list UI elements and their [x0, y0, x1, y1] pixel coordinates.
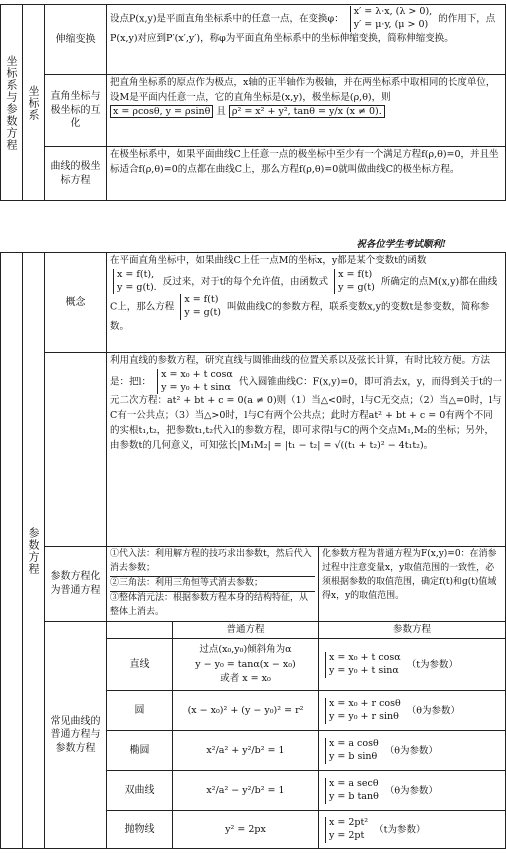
row-label-conversion-to-common: 参数方程化为普通方程: [45, 547, 107, 622]
line-param-brace: [325, 652, 401, 678]
concept-formula-1: [113, 269, 157, 295]
line-param-1: x = x₀ + t cosα: [329, 652, 401, 664]
curve-name-hyperbola: 双曲线: [107, 771, 173, 811]
curve-name-line: 直线: [107, 639, 173, 691]
parabola-param-brace: [325, 817, 368, 843]
row-label-concept: 概念: [45, 253, 107, 353]
line-common-1: 过点(x₀,y₀)倾斜角为α: [199, 643, 292, 655]
concept-formula-3: [180, 294, 221, 320]
row-label-common-curves: 常见曲线的普通方程与参数方程: [45, 621, 107, 849]
scaling-text-2: 的作用下，点P(x,y)对应到P′(x′,y′)，称φ为平面直角坐标系中的坐标伸缩变换，简称伸缩变换。: [110, 13, 496, 44]
common-eq-ellipse: x²/a² + y²/b² = 1: [173, 731, 319, 771]
good-luck-note: 祝各位学生考试顺利!: [356, 239, 446, 250]
parabola-param-2: y = 2pt: [329, 829, 365, 841]
common-eq-line: [173, 639, 319, 691]
hyperbola-param-1: x = a secθ: [329, 778, 379, 790]
convert-methods: [107, 547, 319, 622]
param-eq-line: [319, 639, 506, 691]
circle-param-brace: [325, 698, 401, 724]
row-content-polar-equation: 在极坐标系中，如果平面曲线C上任意一点的极坐标中至少有一个满足方程f(ρ,θ)=0，并且坐标适合f(ρ,θ)=0的点都在曲线C上，那么方程f(ρ,θ)=0就叫做曲线C的极坐标方程。: [107, 147, 506, 201]
line-app-f2: y = y₀ + t sinα: [161, 381, 231, 393]
hyperbola-param-note: （θ为参数）: [384, 785, 439, 797]
row-content-concept: [107, 253, 506, 353]
conversion-formula-2: ρ² = x² + y², tanθ = y/x (x ≠ 0).: [229, 105, 385, 118]
line-app-f1: x = x₀ + t cosα: [161, 368, 233, 380]
line-app-text-1: 利用直线的参数方程，研究直线与圆锥曲线的位置关系以及弦长计算，有时比较方便。方法是：把l：: [110, 355, 491, 388]
line-app-formula: [157, 369, 233, 395]
scaling-text-1: 设点P(x,y)是平面直角坐标系中的任意一点，在变换φ：: [110, 13, 344, 25]
line-common-2: y − y₀ = tanα(x − x₀): [195, 658, 296, 670]
concept-f1: x = f(t),: [117, 268, 155, 280]
curve-name-header: [107, 621, 173, 639]
scaling-formula-y: y′ = μ·y, (μ > 0): [353, 18, 429, 30]
convert-method-3: ③整体消元法：根据参数方程本身的结构特征，从整体上消去。: [110, 592, 309, 617]
top-table-block: [0, 4, 506, 201]
scaling-formula: [350, 6, 432, 32]
row-label-polar-equation: 曲线的极坐标方程: [45, 147, 107, 201]
convert-note: 化参数方程为普通方程为F(x,y)=0：在消参过程中注意变量x，y取值范围的一致性，必须根据参数的取值范围，确定f(t)和g(t)值域得x，y的取值范围。: [319, 547, 506, 622]
line-param-note: （t为参数）: [406, 659, 459, 671]
parabola-param-note: （t为参数）: [374, 824, 426, 836]
convert-method-1: ①代入法：利用解方程的技巧求出参数t，然后代入消去参数；: [110, 548, 315, 577]
concept-text-1: 在平面直角坐标中，如果曲线C上任一点M的坐标x，y都是某个变数t的函数: [110, 255, 427, 266]
concept-f4: y = g(t): [338, 281, 375, 293]
concept-f6: y = g(t): [184, 307, 221, 319]
ellipse-param-2: y = b sinθ: [329, 750, 378, 762]
row-label-line-application: [45, 353, 107, 547]
line-param-2: y = y₀ + t sinα: [329, 664, 399, 676]
row-label-scaling: 伸缩变换: [45, 5, 107, 75]
param-eq-ellipse: [319, 731, 506, 771]
common-eq-circle: (x − x₀)² + (y − y₀)² = r²: [173, 691, 319, 731]
ellipse-param-1: x = a cosθ: [329, 738, 379, 750]
concept-f3: x = f(t): [338, 268, 373, 280]
scaling-formula-x: x′ = λ·x, (λ > 0),: [353, 6, 433, 17]
conversion-text: 把直角坐标系的原点作为极点，x轴的正半轴作为极轴，并在两坐标系中取相同的长度单位，设M是平面内任意一点，它的直角坐标是(x,y)，极坐标是(ρ,θ)，则: [110, 77, 496, 103]
circle-param-1: x = x₀ + r cosθ: [329, 698, 401, 710]
hyperbola-param-2: y = b tanθ: [329, 790, 379, 802]
concept-formula-2: [334, 269, 375, 295]
circle-param-note: （θ为参数）: [406, 705, 460, 717]
row-content-scaling: [107, 5, 506, 75]
hyperbola-param-brace: [325, 778, 379, 804]
concept-text-2: 反过来，对于t的每个允许值，由函数式: [162, 276, 329, 288]
param-eq-circle: [319, 691, 506, 731]
common-eq-parabola: y² = 2px: [173, 811, 319, 849]
conversion-formula-1: x = ρcosθ, y = ρsinθ: [110, 105, 213, 118]
section-title-coordinates: 坐标系与参数方程: [1, 5, 23, 201]
row-content-conversion: [107, 75, 506, 147]
subsection-title-coordinate-system: 坐标系: [23, 5, 45, 201]
ellipse-param-brace: [325, 738, 379, 764]
line-app-text-2: 代入圆锥曲线C：F(x,y)=0，即可消去x，y，而得到关于t的一元二次方程：at² + bt + c = 0(a ≠ 0)则（1）当△<0时，l与C无交点；（2）当△=0时，l与C有一公共点；（3）当△>0时，l与C有两个公共点；此时方程at² + bt + c = 0有两个不同的实根t₁,t₂，把参数t₁,t₂代入l的参数方程，即可求得l与C的两个交点M₁,M₂的坐标；另外，由参数t的几何意义，可知弦长|M₁M₂| = |t₁ − t₂| = √((t₁ + t₂)² − 4t₁t₂)。: [110, 376, 502, 451]
curve-name-circle: 圆: [107, 691, 173, 731]
common-equation-header: 普通方程: [173, 621, 319, 639]
curve-name-parabola: 抛物线: [107, 811, 173, 849]
coordinate-system-table: [0, 4, 506, 201]
curve-name-ellipse: 椭圆: [107, 731, 173, 771]
bottom-table-block: [0, 252, 506, 849]
conversion-and: 且: [216, 106, 226, 118]
parametric-equation-table: [0, 252, 506, 849]
param-eq-parabola: [319, 811, 506, 849]
concept-f5: x = f(t): [184, 294, 219, 306]
concept-text-3: 所确定的点M(x,y)都在曲线C上，那么方程: [110, 276, 498, 313]
section-title-parametric: 参数方程: [23, 253, 45, 849]
section-title-blank: [1, 253, 23, 849]
convert-method-2: ②三角法：利用三角恒等式消去参数；: [110, 577, 315, 592]
row-label-conversion: 直角坐标与极坐标的互化: [45, 75, 107, 147]
row-content-line-application: [107, 353, 506, 547]
param-eq-hyperbola: [319, 771, 506, 811]
circle-param-2: y = y₀ + r sinθ: [329, 710, 399, 722]
common-eq-hyperbola: x²/a² − y²/b² = 1: [173, 771, 319, 811]
parabola-param-1: x = 2pt²: [329, 817, 369, 829]
concept-text-4: 叫做曲线C的参数方程，联系变数x,y的变数t是参变数，简称参数。: [110, 301, 490, 332]
parametric-equation-header: 参数方程: [319, 621, 506, 639]
line-common-3: 或者 x = x₀: [220, 673, 271, 685]
ellipse-param-note: （θ为参数）: [384, 745, 438, 757]
concept-f2: y = g(t).: [117, 281, 157, 293]
